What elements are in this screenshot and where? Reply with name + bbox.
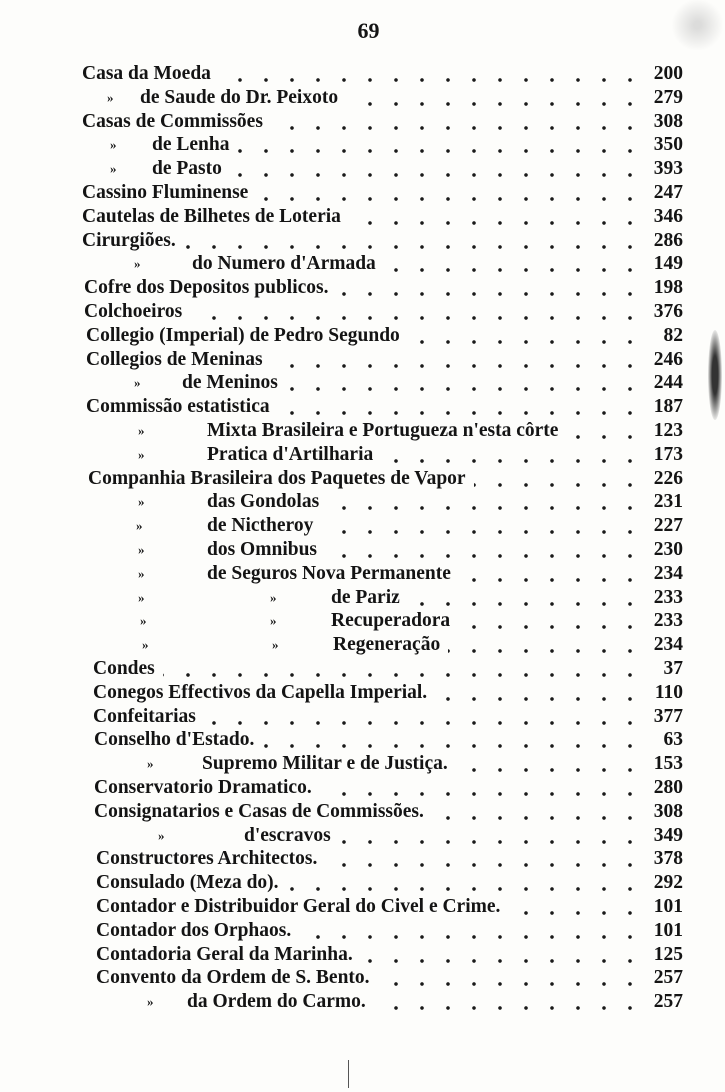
entry-label: Pratica d'Artilharia [207, 443, 374, 465]
dot-leader [378, 966, 643, 990]
index-entry [0, 538, 725, 562]
index-entry [0, 205, 725, 229]
index-entry [0, 133, 725, 157]
index-entry [0, 419, 725, 443]
entry-page-number: 308 [653, 110, 683, 132]
index-entry [0, 62, 725, 86]
dot-leader [184, 229, 643, 253]
index-entry [0, 847, 725, 871]
ditto-mark: » [138, 446, 145, 462]
entry-page-number: 101 [653, 896, 683, 917]
dot-leader [339, 824, 643, 848]
ditto-mark: » [270, 589, 277, 605]
entry-page-number: 227 [653, 515, 683, 537]
entry-page-number: 286 [653, 229, 683, 251]
entry-page-number: 123 [653, 420, 683, 441]
ditto-mark: » [136, 518, 143, 534]
entry-page-number: 233 [653, 586, 683, 608]
dot-leader [459, 562, 643, 586]
dot-leader [190, 300, 643, 324]
ditto-mark: » [134, 256, 141, 272]
entry-label: Consignatarios e Casas de Commissões. [94, 800, 424, 822]
entry-page-number: 234 [653, 562, 683, 584]
dot-leader [325, 538, 643, 562]
index-entry [0, 586, 725, 610]
entry-page-number: 125 [653, 943, 683, 965]
index-entry [0, 824, 725, 848]
entry-page-number: 393 [653, 158, 683, 180]
index-entry [0, 990, 725, 1014]
dot-leader [337, 276, 643, 300]
index-entry [0, 657, 725, 681]
entry-page-number: 234 [653, 634, 683, 656]
entry-label: Cofre dos Depositos publicos. [84, 277, 329, 299]
entry-label: Constructores Architectos. [96, 848, 318, 870]
ditto-mark: » [142, 637, 149, 653]
entry-label: Contador dos Orphaos. [96, 919, 292, 941]
ditto-mark: » [138, 565, 145, 581]
entry-label: Casa da Moeda [82, 63, 211, 84]
entry-label: Collegio (Imperial) de Pedro Segundo [86, 324, 400, 346]
dot-leader [237, 133, 643, 157]
dot-leader [219, 62, 643, 86]
dot-leader [408, 586, 643, 610]
entry-page-number: 101 [653, 919, 683, 941]
dot-leader [204, 705, 643, 729]
dot-leader [474, 467, 643, 491]
dot-leader [278, 395, 643, 419]
entry-page-number: 153 [653, 753, 683, 775]
dot-leader [320, 776, 643, 800]
ditto-mark: » [110, 137, 117, 153]
entry-label: de Meninos [182, 372, 278, 394]
index-entry [0, 371, 725, 395]
dot-leader [256, 181, 643, 205]
entry-page-number: 280 [653, 777, 683, 798]
dot-leader [287, 871, 643, 895]
page-number: 69 [357, 18, 380, 43]
index-entry [0, 562, 725, 586]
entry-page-number: 200 [653, 63, 683, 84]
index-entry [0, 276, 725, 300]
entry-label: de Pariz [331, 586, 400, 608]
entry-label: Companhia Brasileira dos Paquetes de Vapor [88, 467, 466, 489]
entry-label: de Nictheroy [207, 515, 314, 537]
entry-label: Conselho d'Estado. [94, 729, 255, 751]
entry-page-number: 82 [663, 324, 683, 346]
entry-page-number: 279 [653, 86, 683, 108]
entry-page-number: 247 [653, 182, 683, 203]
entry-label: Colchoeiros [84, 301, 183, 322]
entry-page-number: 257 [653, 991, 683, 1013]
entry-page-number: 349 [653, 824, 683, 846]
index-entry [0, 229, 725, 253]
dot-leader [325, 847, 643, 871]
entry-page-number: 63 [663, 729, 683, 751]
index-entry [0, 490, 725, 514]
entry-label: Casas de Commissões [82, 110, 263, 132]
entry-label: Commissão estatistica [86, 396, 270, 418]
entry-label: de Pasto [152, 158, 222, 180]
entry-page-number: 231 [653, 491, 683, 513]
entry-label: Condes [93, 658, 155, 679]
entry-label: do Numero d'Armada [192, 253, 376, 275]
dot-leader [163, 657, 643, 681]
ditto-mark: » [140, 613, 147, 629]
dot-leader [508, 895, 643, 919]
index-entry [0, 514, 725, 538]
entry-page-number: 230 [653, 539, 683, 560]
entry-label: Supremo Militar e de Justiça. [202, 753, 448, 775]
entry-label: Cassino Fluminense [82, 182, 249, 203]
dot-leader [381, 443, 643, 467]
ditto-mark: » [107, 89, 114, 105]
entry-label: Recuperadora [331, 610, 451, 632]
ditto-mark: » [138, 589, 145, 605]
ditto-mark: » [272, 637, 279, 653]
dot-leader [299, 919, 643, 943]
entry-page-number: 226 [653, 467, 683, 489]
dot-leader [408, 324, 643, 348]
index-entry [0, 348, 725, 372]
index-entry [0, 681, 725, 705]
index-entry [0, 800, 725, 824]
index-entry [0, 300, 725, 324]
entry-page-number: 244 [653, 372, 683, 394]
entry-page-number: 350 [653, 134, 683, 156]
dot-leader [432, 800, 643, 824]
entry-label: Contadoria Geral da Marinha. [96, 943, 353, 965]
index-entry [0, 871, 725, 895]
index-entry [0, 776, 725, 800]
entry-label: de Seguros Nova Permanente [207, 562, 451, 584]
dot-leader [384, 252, 643, 276]
dot-leader [456, 752, 643, 776]
ditto-mark: » [270, 613, 277, 629]
dot-leader [458, 609, 643, 633]
entry-label: das Gondolas [207, 491, 320, 513]
dot-leader [346, 86, 643, 110]
ditto-mark: » [158, 827, 165, 843]
entry-label: Mixta Brasileira e Portugueza n'esta côrte [207, 420, 559, 441]
entry-label: Consulado (Meza do). [96, 872, 279, 894]
entry-page-number: 378 [653, 848, 683, 870]
index-entry [0, 633, 725, 657]
entry-label: d'escravos [244, 824, 331, 846]
dot-leader [271, 348, 643, 372]
ditto-mark: » [147, 756, 154, 772]
entry-page-number: 246 [653, 348, 683, 370]
entry-label: da Ordem do Carmo. [187, 991, 366, 1013]
dot-leader [271, 110, 643, 134]
index-entry [0, 752, 725, 776]
dot-leader [349, 205, 643, 229]
entry-label: de Lenha [152, 134, 230, 156]
index-entry [0, 110, 725, 134]
entry-page-number: 292 [653, 872, 683, 894]
dot-leader [435, 681, 643, 705]
ditto-mark: » [138, 494, 145, 510]
index-entry [0, 919, 725, 943]
scan-smudge [708, 330, 722, 420]
index-entry [0, 157, 725, 181]
entry-label: Confeitarias [93, 705, 196, 727]
dot-leader [262, 728, 643, 752]
entry-page-number: 198 [653, 277, 683, 299]
dot-leader [566, 419, 643, 443]
ditto-mark: » [138, 423, 145, 438]
entry-page-number: 37 [663, 658, 683, 679]
index-entry [0, 728, 725, 752]
ditto-mark: » [134, 375, 141, 391]
index-entry [0, 966, 725, 990]
entry-page-number: 110 [654, 681, 683, 703]
dot-leader [327, 490, 643, 514]
entry-page-number: 257 [653, 967, 683, 989]
dot-leader [374, 990, 643, 1014]
entry-page-number: 233 [653, 610, 683, 632]
dot-leader [448, 633, 643, 657]
ditto-mark: » [147, 994, 154, 1010]
entry-label: de Saude do Dr. Peixoto [140, 86, 339, 108]
entry-page-number: 376 [653, 301, 683, 322]
dot-leader [230, 157, 643, 181]
entry-page-number: 377 [653, 705, 683, 727]
entry-label: Regeneração [333, 634, 441, 656]
entry-label: Convento da Ordem de S. Bento. [96, 967, 370, 989]
index-entry [0, 395, 725, 419]
index-entry [0, 467, 725, 491]
entry-page-number: 346 [653, 205, 683, 227]
entry-label: Collegios de Meninas [86, 348, 263, 370]
ditto-mark: » [110, 161, 117, 177]
entry-page-number: 173 [653, 443, 683, 465]
index-entry [0, 181, 725, 205]
entry-page-number: 149 [653, 253, 683, 275]
index-entry [0, 609, 725, 633]
dot-leader [286, 371, 643, 395]
index-entry [0, 86, 725, 110]
entry-label: Contador e Distribuidor Geral do Civel e Crime. [96, 896, 501, 917]
entry-label: Conegos Effectivos da Capella Imperial. [93, 681, 428, 703]
dot-leader [361, 943, 643, 967]
index-entry [0, 443, 725, 467]
ditto-mark: » [138, 542, 145, 557]
index-entry [0, 252, 725, 276]
entry-label: dos Omnibus [207, 539, 318, 560]
entry-label: Cirurgiões. [82, 229, 176, 251]
entry-label: Cautelas de Bilhetes de Loteria [82, 205, 341, 227]
index-entry [0, 895, 725, 919]
index-entry [0, 705, 725, 729]
index-entry [0, 324, 725, 348]
entry-label: Conservatorio Dramatico. [94, 777, 312, 798]
index-entry [0, 943, 725, 967]
dot-leader [321, 514, 643, 538]
entry-page-number: 187 [653, 396, 683, 418]
entry-page-number: 308 [653, 800, 683, 822]
scan-mark [348, 1060, 349, 1088]
